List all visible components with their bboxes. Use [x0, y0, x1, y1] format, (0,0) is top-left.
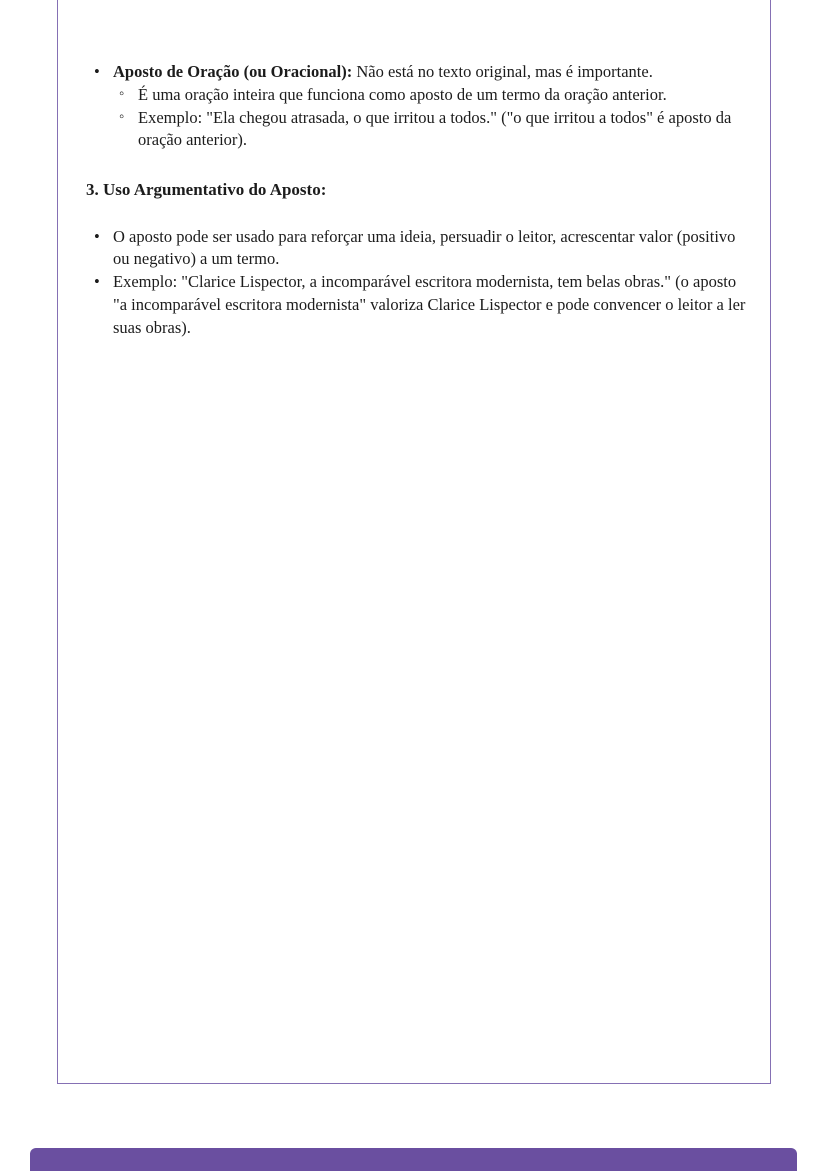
definition-text: É uma oração inteira que funciona como aposto de um termo da oração anterior.	[138, 84, 667, 104]
argument-use-text: O aposto pode ser usado para reforçar uma ideia, persuadir o leitor, acrescentar valor (positivo ou negativo) a um termo.	[113, 226, 736, 269]
term-label: Aposto de Oração (ou Oracional):	[113, 62, 353, 81]
list-item-argument-example	[86, 271, 748, 339]
list-item-aposto-oracao	[86, 61, 748, 152]
argument-example-text: Exemplo: "Clarice Lispector, a incomparável escritora modernista, tem belas obras." (o aposto "a incomparável escritora modernista" valoriza Clarice Lispector e pode convencer o leitor a ler suas obras).	[113, 272, 746, 337]
aposto-types-list	[86, 61, 748, 152]
list-item-example	[113, 107, 748, 153]
list-item-argument-use	[86, 226, 748, 272]
footer-bar	[30, 1148, 797, 1171]
list-item-definition	[113, 84, 748, 107]
aposto-oracao-sublist	[113, 84, 748, 152]
section-heading: 3. Uso Argumentativo do Aposto:	[86, 180, 327, 200]
argumentative-use-list	[86, 226, 748, 340]
page-border-frame	[57, 0, 771, 1084]
example-text: Exemplo: "Ela chegou atrasada, o que irritou a todos." ("o que irritou a todos" é aposto da oração anterior).	[138, 107, 732, 150]
list-item-text	[113, 62, 653, 81]
page-content	[86, 61, 748, 339]
term-description: Não está no texto original, mas é importante.	[352, 62, 653, 81]
